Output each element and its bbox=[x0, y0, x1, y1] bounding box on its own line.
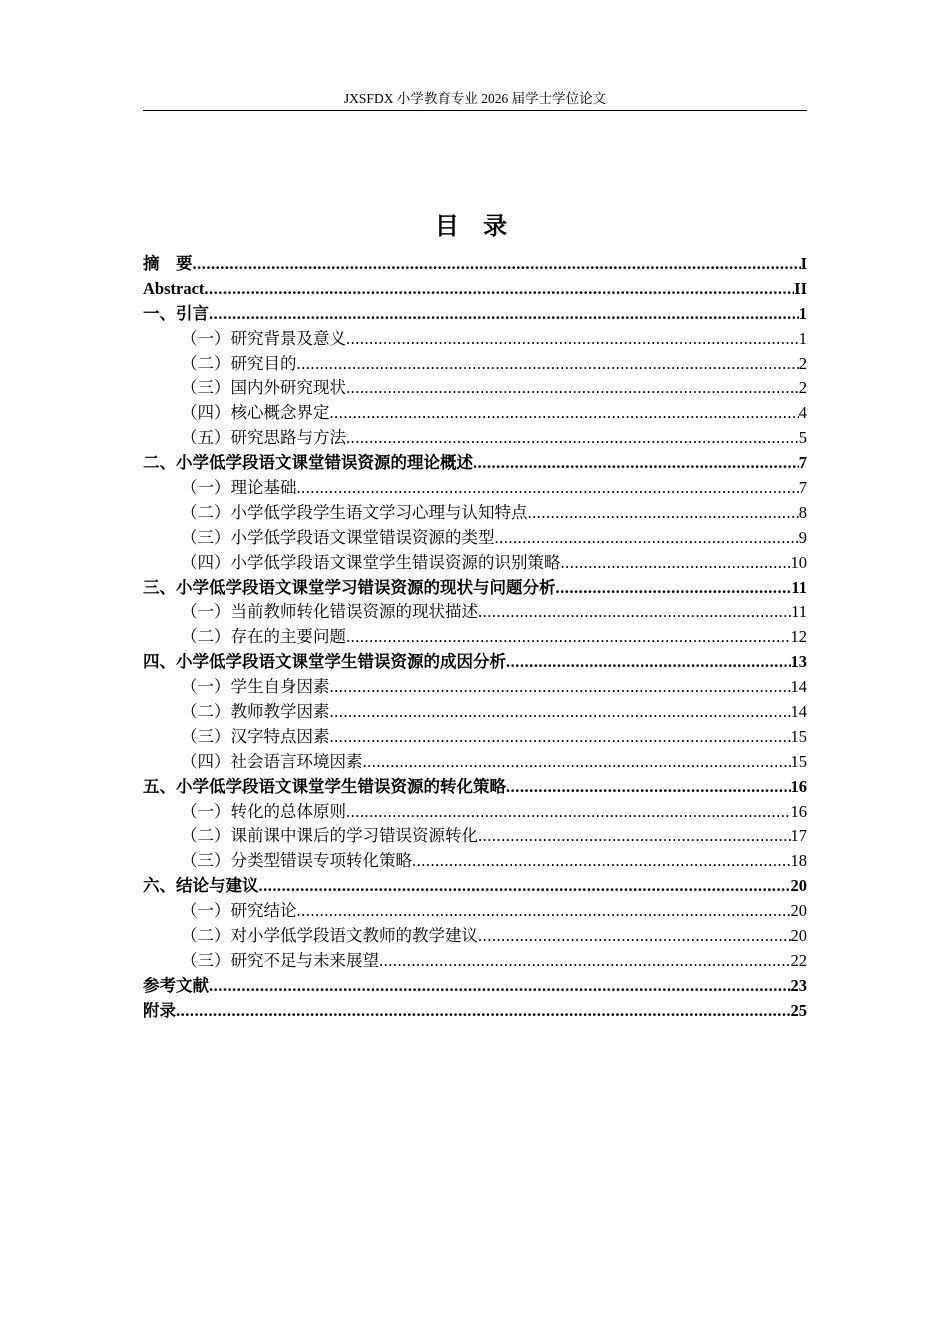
dot-leader bbox=[478, 824, 791, 849]
dot-leader bbox=[330, 401, 799, 426]
toc-page-number: 8 bbox=[798, 502, 807, 522]
toc-entry-chapter[interactable] bbox=[143, 999, 807, 1024]
dot-leader bbox=[193, 252, 801, 277]
toc-entry-section[interactable] bbox=[143, 327, 807, 352]
toc-entry-section[interactable] bbox=[143, 725, 807, 750]
toc-entry-title: （二）存在的主要问题 bbox=[181, 627, 346, 647]
toc-entry-chapter[interactable] bbox=[143, 451, 807, 476]
dot-leader bbox=[363, 750, 791, 775]
toc-entry-title: （三）小学低学段语文课堂错误资源的类型 bbox=[181, 527, 495, 547]
toc-page-number: 14 bbox=[790, 677, 807, 697]
toc-entry-title: 五、小学低学段语文课堂学生错误资源的转化策略 bbox=[143, 776, 506, 796]
toc-entry-chapter[interactable] bbox=[143, 277, 807, 302]
dot-leader bbox=[346, 625, 791, 650]
dot-leader bbox=[412, 849, 791, 874]
toc-entry-title: Abstract bbox=[143, 278, 205, 298]
toc-entry-title: 一、引言 bbox=[143, 303, 209, 323]
toc-page-number: 15 bbox=[790, 751, 807, 771]
toc-entry-title: 二、小学低学段语文课堂错误资源的理论概述 bbox=[143, 453, 473, 473]
toc-page-number: 20 bbox=[790, 926, 807, 946]
toc-entry-title: （一）转化的总体原则 bbox=[181, 801, 346, 821]
toc-page-number: 12 bbox=[790, 627, 807, 647]
toc-page-number: 5 bbox=[798, 428, 807, 448]
toc-entry-chapter[interactable] bbox=[143, 302, 807, 327]
toc-page-number: 2 bbox=[798, 353, 807, 373]
toc-entry-title: 附录 bbox=[143, 1000, 176, 1020]
toc-page-number: 11 bbox=[791, 577, 807, 597]
toc-entry-section[interactable] bbox=[143, 501, 807, 526]
toc-entry-title: （二）课前课中课后的学习错误资源转化 bbox=[181, 826, 478, 846]
toc-entry-title: （二）对小学低学段语文教师的教学建议 bbox=[181, 926, 478, 946]
toc-page-number: 18 bbox=[790, 851, 807, 871]
toc-page-number: I bbox=[800, 254, 807, 273]
dot-leader bbox=[528, 501, 799, 526]
dot-leader bbox=[297, 352, 799, 377]
toc-page-number: 14 bbox=[790, 702, 807, 722]
toc-entry-section[interactable] bbox=[143, 899, 807, 924]
toc-entry-section[interactable] bbox=[143, 924, 807, 949]
toc-entry-section[interactable] bbox=[143, 526, 807, 551]
toc-entry-chapter[interactable] bbox=[143, 775, 807, 800]
toc-entry-title: （一）研究背景及意义 bbox=[181, 328, 346, 348]
toc-page-number: 11 bbox=[791, 602, 807, 622]
toc-entry-title: （五）研究思路与方法 bbox=[181, 428, 346, 448]
toc-entry-section[interactable] bbox=[143, 824, 807, 849]
page-header bbox=[143, 88, 807, 111]
table-of-contents bbox=[143, 252, 807, 1024]
dot-leader bbox=[209, 974, 791, 999]
dot-leader bbox=[330, 700, 791, 725]
dot-leader bbox=[379, 949, 791, 974]
toc-entry-title: 三、小学低学段语文课堂学习错误资源的现状与问题分析 bbox=[143, 577, 556, 597]
dot-leader bbox=[346, 800, 791, 825]
toc-entry-chapter[interactable] bbox=[143, 576, 807, 601]
toc-entry-chapter[interactable] bbox=[143, 650, 807, 675]
toc-entry-section[interactable] bbox=[143, 800, 807, 825]
dot-leader bbox=[346, 327, 799, 352]
toc-entry-title: （三）分类型错误专项转化策略 bbox=[181, 851, 412, 871]
toc-entry-title: 摘 要 bbox=[143, 254, 193, 273]
toc-page-number: 9 bbox=[798, 527, 807, 547]
toc-entry-title: （二）小学低学段学生语文学习心理与认知特点 bbox=[181, 502, 528, 522]
toc-entry-title: （一）理论基础 bbox=[181, 478, 297, 498]
toc-entry-title: 参考文献 bbox=[143, 975, 209, 995]
toc-entry-chapter[interactable] bbox=[143, 974, 807, 999]
toc-page-number: 16 bbox=[790, 801, 807, 821]
toc-entry-section[interactable] bbox=[143, 700, 807, 725]
toc-entry-title: （四）社会语言环境因素 bbox=[181, 751, 363, 771]
toc-entry-section[interactable] bbox=[143, 476, 807, 501]
toc-entry-title: （二）教师教学因素 bbox=[181, 702, 330, 722]
dot-leader bbox=[478, 924, 791, 949]
toc-page-number: 1 bbox=[798, 303, 807, 323]
dot-leader bbox=[495, 526, 799, 551]
dot-leader bbox=[297, 899, 791, 924]
toc-entry-title: （三）研究不足与未来展望 bbox=[181, 950, 379, 970]
dot-leader bbox=[330, 675, 791, 700]
toc-entry-section[interactable] bbox=[143, 401, 807, 426]
dot-leader bbox=[561, 551, 791, 576]
toc-page-number: 20 bbox=[790, 901, 807, 921]
toc-entry-section[interactable] bbox=[143, 426, 807, 451]
dot-leader bbox=[176, 999, 791, 1024]
dot-leader bbox=[346, 426, 799, 451]
dot-leader bbox=[478, 600, 791, 625]
toc-entry-title: （一）学生自身因素 bbox=[181, 677, 330, 697]
toc-page-number: 17 bbox=[790, 826, 807, 846]
toc-entry-title: 六、结论与建议 bbox=[143, 876, 259, 896]
toc-page-number: 25 bbox=[790, 1000, 807, 1020]
dot-leader bbox=[330, 725, 791, 750]
toc-page-number: 7 bbox=[798, 453, 807, 473]
toc-entry-title: （二）研究目的 bbox=[181, 353, 297, 373]
dot-leader bbox=[506, 775, 791, 800]
toc-page-number: 4 bbox=[798, 403, 807, 423]
toc-entry-section[interactable] bbox=[143, 551, 807, 576]
dot-leader bbox=[297, 476, 799, 501]
toc-page-number: 13 bbox=[790, 652, 807, 672]
toc-entry-chapter[interactable] bbox=[143, 874, 807, 899]
toc-page-number: 20 bbox=[790, 876, 807, 896]
toc-entry-title: （四）小学低学段语文课堂学生错误资源的识别策略 bbox=[181, 552, 561, 572]
dot-leader bbox=[346, 376, 799, 401]
toc-entry-chapter[interactable] bbox=[143, 252, 807, 277]
toc-entry-title: （一）研究结论 bbox=[181, 901, 297, 921]
toc-entry-section[interactable] bbox=[143, 750, 807, 775]
toc-page-number: II bbox=[794, 278, 807, 298]
dot-leader bbox=[209, 302, 799, 327]
toc-title: 目 录 bbox=[434, 212, 516, 240]
header-text: JXSFDX 小学教育专业 2026 届学士学位论文 bbox=[343, 91, 607, 106]
toc-page-number: 2 bbox=[798, 378, 807, 398]
toc-entry-section[interactable] bbox=[143, 949, 807, 974]
toc-entry-section[interactable] bbox=[143, 675, 807, 700]
toc-page-number: 23 bbox=[790, 975, 807, 995]
toc-entry-section[interactable] bbox=[143, 376, 807, 401]
toc-page-number: 15 bbox=[790, 726, 807, 746]
toc-entry-title: （四）核心概念界定 bbox=[181, 403, 330, 423]
toc-entry-title: （一）当前教师转化错误资源的现状描述 bbox=[181, 602, 478, 622]
toc-page-number: 1 bbox=[798, 328, 807, 348]
toc-entry-section[interactable] bbox=[143, 625, 807, 650]
toc-page-number: 7 bbox=[798, 478, 807, 498]
toc-entry-section[interactable] bbox=[143, 600, 807, 625]
toc-page-number: 10 bbox=[790, 552, 807, 572]
dot-leader bbox=[204, 277, 794, 302]
toc-page-number: 16 bbox=[790, 776, 807, 796]
dot-leader bbox=[556, 576, 792, 601]
dot-leader bbox=[259, 874, 791, 899]
toc-entry-section[interactable] bbox=[143, 352, 807, 377]
toc-entry-title: （三）国内外研究现状 bbox=[181, 378, 346, 398]
dot-leader bbox=[506, 650, 791, 675]
dot-leader bbox=[473, 451, 799, 476]
toc-entry-title: 四、小学低学段语文课堂学生错误资源的成因分析 bbox=[143, 652, 506, 672]
toc-page-number: 22 bbox=[790, 950, 807, 970]
toc-entry-title: （三）汉字特点因素 bbox=[181, 726, 330, 746]
toc-entry-section[interactable] bbox=[143, 849, 807, 874]
